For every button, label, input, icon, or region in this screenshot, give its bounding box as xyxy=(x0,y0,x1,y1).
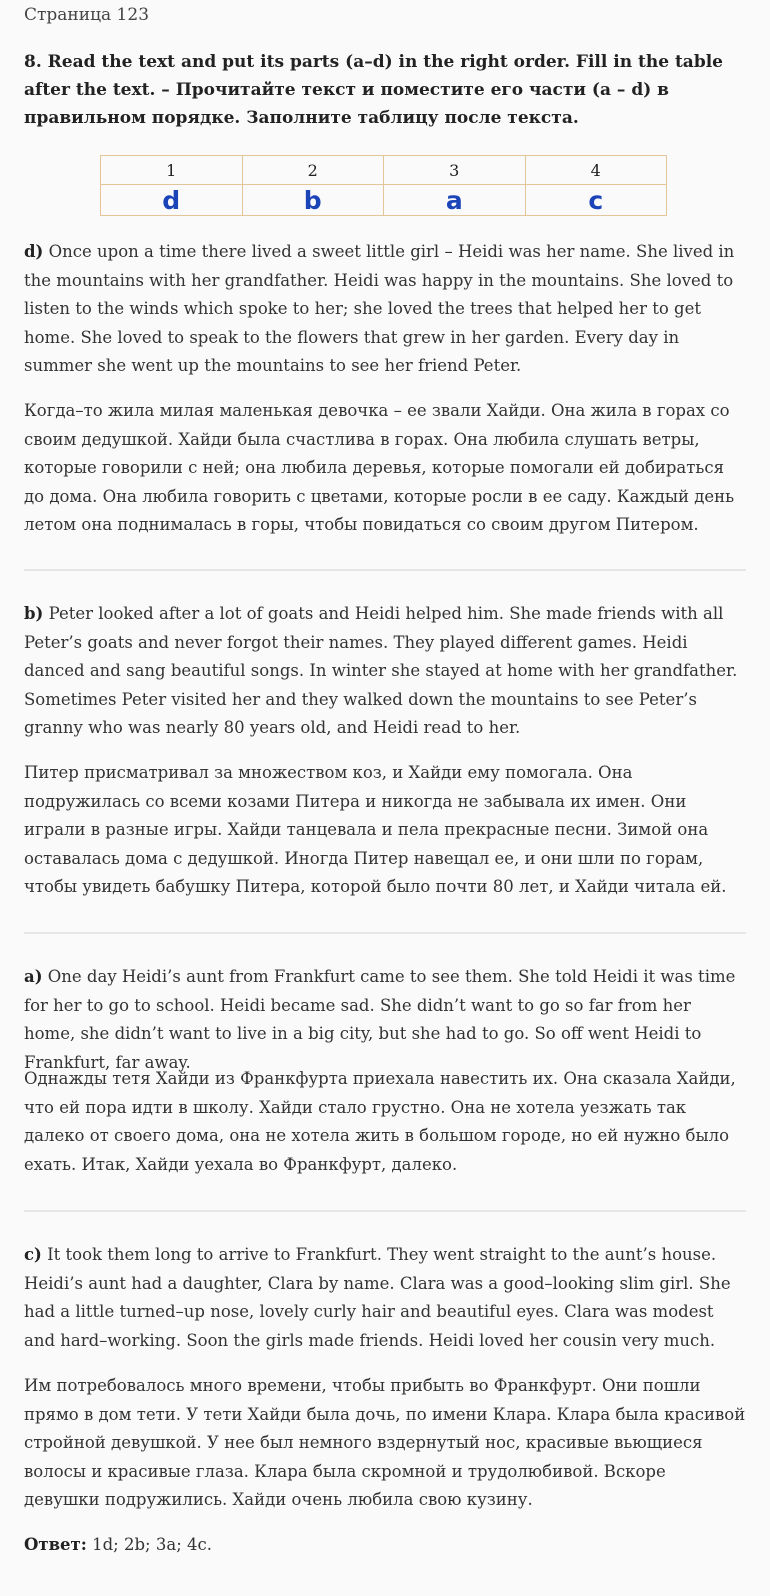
table-number-cell: 1 xyxy=(101,156,243,185)
section-marker: d) xyxy=(24,242,44,261)
answer-table xyxy=(100,155,667,216)
answer-label: Ответ: xyxy=(24,1535,87,1554)
table-letter-cell: d xyxy=(101,185,243,216)
section-marker: c) xyxy=(24,1245,42,1264)
table-number-cell: 4 xyxy=(525,156,667,185)
section-divider xyxy=(24,932,746,934)
section-c-english xyxy=(24,1241,746,1355)
section-marker: b) xyxy=(24,604,44,623)
section-b-english xyxy=(24,600,746,743)
table-letter-cell: a xyxy=(384,185,526,216)
table-letter-cell: b xyxy=(242,185,384,216)
table-number-cell: 3 xyxy=(384,156,526,185)
answer-table-letters-row xyxy=(101,185,667,216)
answer-table-numbers-row xyxy=(101,156,667,185)
section-text-en: Peter looked after a lot of goats and Heidi helped him. She made friends with all Peter’s goats and never forgot their names. They played different games. Heidi danced and sang beautiful songs. In winter she stayed at home with her grandfather. Sometimes Peter visited her and they walked down the mountains to see Peter’s granny who was nearly 80 years old, and Heidi read to her. xyxy=(24,604,738,737)
section-a-russian: Однажды тетя Хайди из Франкфурта приехала навестить их. Она сказала Хайди, что ей пора идти в школу. Хайди стало грустно. Она не хотела уезжать так далеко от своего дома, она не хотела жить в большом городе, но ей нужно было ехать. Итак, Хайди уехала во Франкфурт, далеко. xyxy=(24,1069,736,1174)
section-text-en: Once upon a time there lived a sweet little girl – Heidi was her name. She lived in the mountains with her grandfather. Heidi was happy in the mountains. She loved to listen to the winds which spoke to her; she loved the trees that helped her to get home. She loved to speak to the flowers that grew in her garden. Every day in summer she went up the mountains to see her friend Peter. xyxy=(24,242,735,375)
section-text-en: It took them long to arrive to Frankfurt. They went straight to the aunt’s house. Heidi’s aunt had a daughter, Clara by name. Clara was a good–looking slim girl. She had a little turned–up nose, lovely curly hair and beautiful eyes. Clara was modest and hard–working. Soon the girls made friends. Heidi loved her cousin very much. xyxy=(24,1245,731,1350)
table-number-cell: 2 xyxy=(242,156,384,185)
section-c-russian: Им потребовалось много времени, чтобы прибыть во Франкфурт. Они пошли прямо в дом тети. У тети Хайди была дочь, по имени Клара. Клара была красивой стройной девушкой. У нее был немного вздернутый нос, красивые вьющиеся волосы и красивые глаза. Клара была скромной и трудолюбивой. Вскоре девушки подружились. Хайди очень любила свою кузину. xyxy=(24,1376,746,1509)
answer-line xyxy=(24,1531,746,1560)
section-b-russian: Питер присматривал за множеством коз, и Хайди ему помогала. Она подружилась со всеми козами Питера и никогда не забывала их имен. Они играли в разные игры. Хайди танцевала и пела прекрасные песни. Зимой она оставалась дома с дедушкой. Иногда Питер навещал ее, и они шли по горам, чтобы увидеть бабушку Питера, которой было почти 80 лет, и Хайди читала ей. xyxy=(24,763,727,896)
section-divider xyxy=(24,1210,746,1212)
section-a-english xyxy=(24,963,746,1077)
section-d-english xyxy=(24,238,746,381)
section-divider xyxy=(24,569,746,571)
table-letter-cell: c xyxy=(525,185,667,216)
section-text-en: One day Heidi’s aunt from Frankfurt came to see them. She told Heidi it was time for her to go to school. Heidi became sad. She didn’t want to go so far from her home, she didn’t want to live in a big city, but she had to go. So off went Heidi to Frankfurt, far away. xyxy=(24,967,736,1072)
section-marker: a) xyxy=(24,967,43,986)
answer-value: 1d; 2b; 3a; 4c. xyxy=(92,1535,212,1554)
task-heading: 8. Read the text and put its parts (a–d) in the right order. Fill in the table after the text. – Прочитайте текст и поместите его части (a – d) в правильном порядке. Заполните таблицу после текста. xyxy=(24,52,723,128)
section-d-russian: Когда–то жила милая маленькая девочка – ее звали Хайди. Она жила в горах со своим дедушкой. Хайди была счастлива в горах. Она любила слушать ветры, которые говорили с ней; она любила деревья, которые помогали ей добираться до дома. Она любила говорить с цветами, которые росли в ее саду. Каждый день летом она поднималась в горы, чтобы повидаться со своим другом Питером. xyxy=(24,401,735,534)
page-label: Страница 123 xyxy=(24,5,150,25)
